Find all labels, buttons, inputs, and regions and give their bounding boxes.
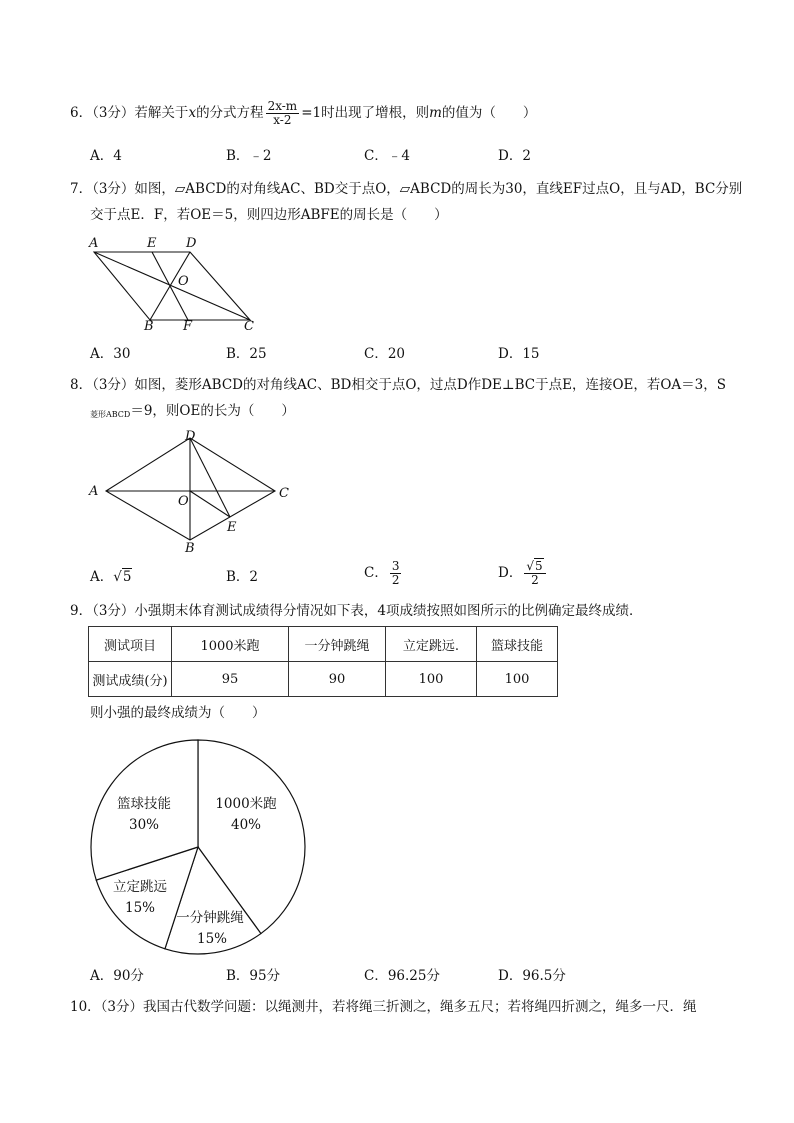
q6-text: 的分式方程 xyxy=(196,105,264,121)
option-d[interactable]: D．2 xyxy=(498,148,531,164)
question-9-options xyxy=(90,964,730,986)
question-6-options xyxy=(90,144,730,166)
option-d[interactable]: D．15 xyxy=(498,346,540,362)
q6-text: 6．（3分）若解关于 xyxy=(70,105,189,121)
point-label-f: F xyxy=(183,319,193,332)
table-cell: 1000米跑 xyxy=(172,627,289,662)
vertex-label-d: D xyxy=(186,236,197,251)
question-10 xyxy=(70,994,730,1020)
question-7-options xyxy=(90,342,730,364)
option-b[interactable]: B．2 xyxy=(226,569,259,585)
option-a[interactable]: A．4 xyxy=(90,148,122,164)
question-9-line1: 9．（3分）小强期末体育测试成绩得分情况如下表，4项成绩按照如图所示的比例确定最终成绩． xyxy=(70,603,643,619)
table-cell: 90 xyxy=(289,662,386,697)
option-a[interactable]: A．30 xyxy=(90,346,131,362)
pie-chart xyxy=(88,736,312,962)
vertex-label-c: C xyxy=(244,319,254,332)
table-cell: 95 xyxy=(172,662,289,697)
question-8-line1: 8．（3分）如图，菱形ABCD的对角线AC、BD相交于点O，过点D作DE⊥BC于点E，连接OE，若OA＝3，S xyxy=(70,377,727,393)
q6-var-m: m xyxy=(429,105,442,121)
question-10-line1: 10．（3分）我国古代数学问题：以绳测井，若将绳三折测之，绳多五尺；若将绳四折测之，绳多一尺．绳 xyxy=(70,999,697,1015)
question-9 xyxy=(70,598,730,624)
score-table xyxy=(88,626,558,697)
question-9-question: 则小强的最终成绩为（ ） xyxy=(90,705,266,721)
fraction-sqrt5-2: $\frac{√5}{2}$ xyxy=(524,560,545,587)
option-c[interactable]: C．96.25分 xyxy=(364,968,440,984)
point-label-e: E xyxy=(147,236,157,251)
table-cell: 测试成绩(分) xyxy=(89,662,172,697)
pie-label-rope: 一分钟跳绳 xyxy=(176,910,244,926)
option-b[interactable]: B．25 xyxy=(226,346,267,362)
vertex-label-b: B xyxy=(144,319,154,332)
q6-text: 时出现了增根，则 xyxy=(321,105,430,121)
option-b[interactable]: B．95分 xyxy=(226,968,281,984)
q6-fraction: $\frac{2x-m}{x-2}$ xyxy=(267,99,298,127)
option-a[interactable]: A．90分 xyxy=(90,968,144,984)
table-cell: 100 xyxy=(477,662,558,697)
sqrt-5: √5 xyxy=(113,569,132,585)
vertex-label-d: D xyxy=(185,429,196,444)
pie-label-jump: 立定跳远 xyxy=(113,879,167,895)
point-label-o: O xyxy=(178,494,189,509)
pie-value-jump: 15% xyxy=(124,900,156,916)
pie-label-1000m: 1000米跑 xyxy=(215,796,277,812)
table-cell: 立定跳远. xyxy=(386,627,477,662)
question-8-options xyxy=(90,560,730,594)
option-b[interactable]: B．﹣2 xyxy=(226,148,272,164)
parallelogram-figure xyxy=(86,232,266,336)
q6-text: 的值为（ ） xyxy=(441,105,537,121)
option-c[interactable]: C． $\frac{3}{2}$ xyxy=(364,559,400,587)
table-row xyxy=(89,662,558,697)
vertex-label-c: C xyxy=(279,486,289,501)
option-d[interactable]: D． $\frac{√5}{2}$ xyxy=(498,560,548,587)
question-6-stem xyxy=(70,100,730,127)
pie-value-basketball: 30% xyxy=(128,817,160,833)
option-d[interactable]: D．96.5分 xyxy=(498,968,566,984)
table-cell: 100 xyxy=(386,662,477,697)
option-c[interactable]: C．﹣4 xyxy=(364,148,410,164)
table-header-row xyxy=(89,627,558,662)
question-7-line1: 7．（3分）如图，▱ABCD的对角线AC、BD交于点O，▱ABCD的周长为30，直线EF过点O，且与AD，BC分别 xyxy=(70,181,743,197)
table-cell: 一分钟跳绳 xyxy=(289,627,386,662)
vertex-label-b: B xyxy=(185,541,195,556)
vertex-label-a: A xyxy=(89,484,99,499)
option-c[interactable]: C．20 xyxy=(364,346,406,362)
question-7-line2: 交于点E．F，若OE＝5，则四边形ABFE的周长是（ ） xyxy=(90,207,448,223)
rhombus-figure xyxy=(86,428,296,560)
q6-eq: =1 xyxy=(301,105,322,121)
question-8 xyxy=(70,372,730,428)
fraction-3-2: $\frac{3}{2}$ xyxy=(391,559,400,587)
q8-subscript: 菱形ABCD xyxy=(90,410,131,419)
question-7 xyxy=(70,176,743,228)
table-cell: 测试项目 xyxy=(89,627,172,662)
pie-value-1000m: 40% xyxy=(230,817,262,833)
vertex-label-a: A xyxy=(89,236,99,251)
point-label-o: O xyxy=(178,274,189,289)
question-8-line2: $_{菱形ABCD}$＝9，则OE的长为（ ） xyxy=(90,403,295,419)
pie-label-basketball: 篮球技能 xyxy=(117,796,171,812)
point-label-e: E xyxy=(227,520,237,535)
question-6 xyxy=(70,100,730,127)
table-cell: 篮球技能 xyxy=(477,627,558,662)
option-a[interactable]: A．√5 xyxy=(90,569,132,585)
q6-var-x: x xyxy=(188,105,197,121)
pie-value-rope: 15% xyxy=(196,931,228,947)
